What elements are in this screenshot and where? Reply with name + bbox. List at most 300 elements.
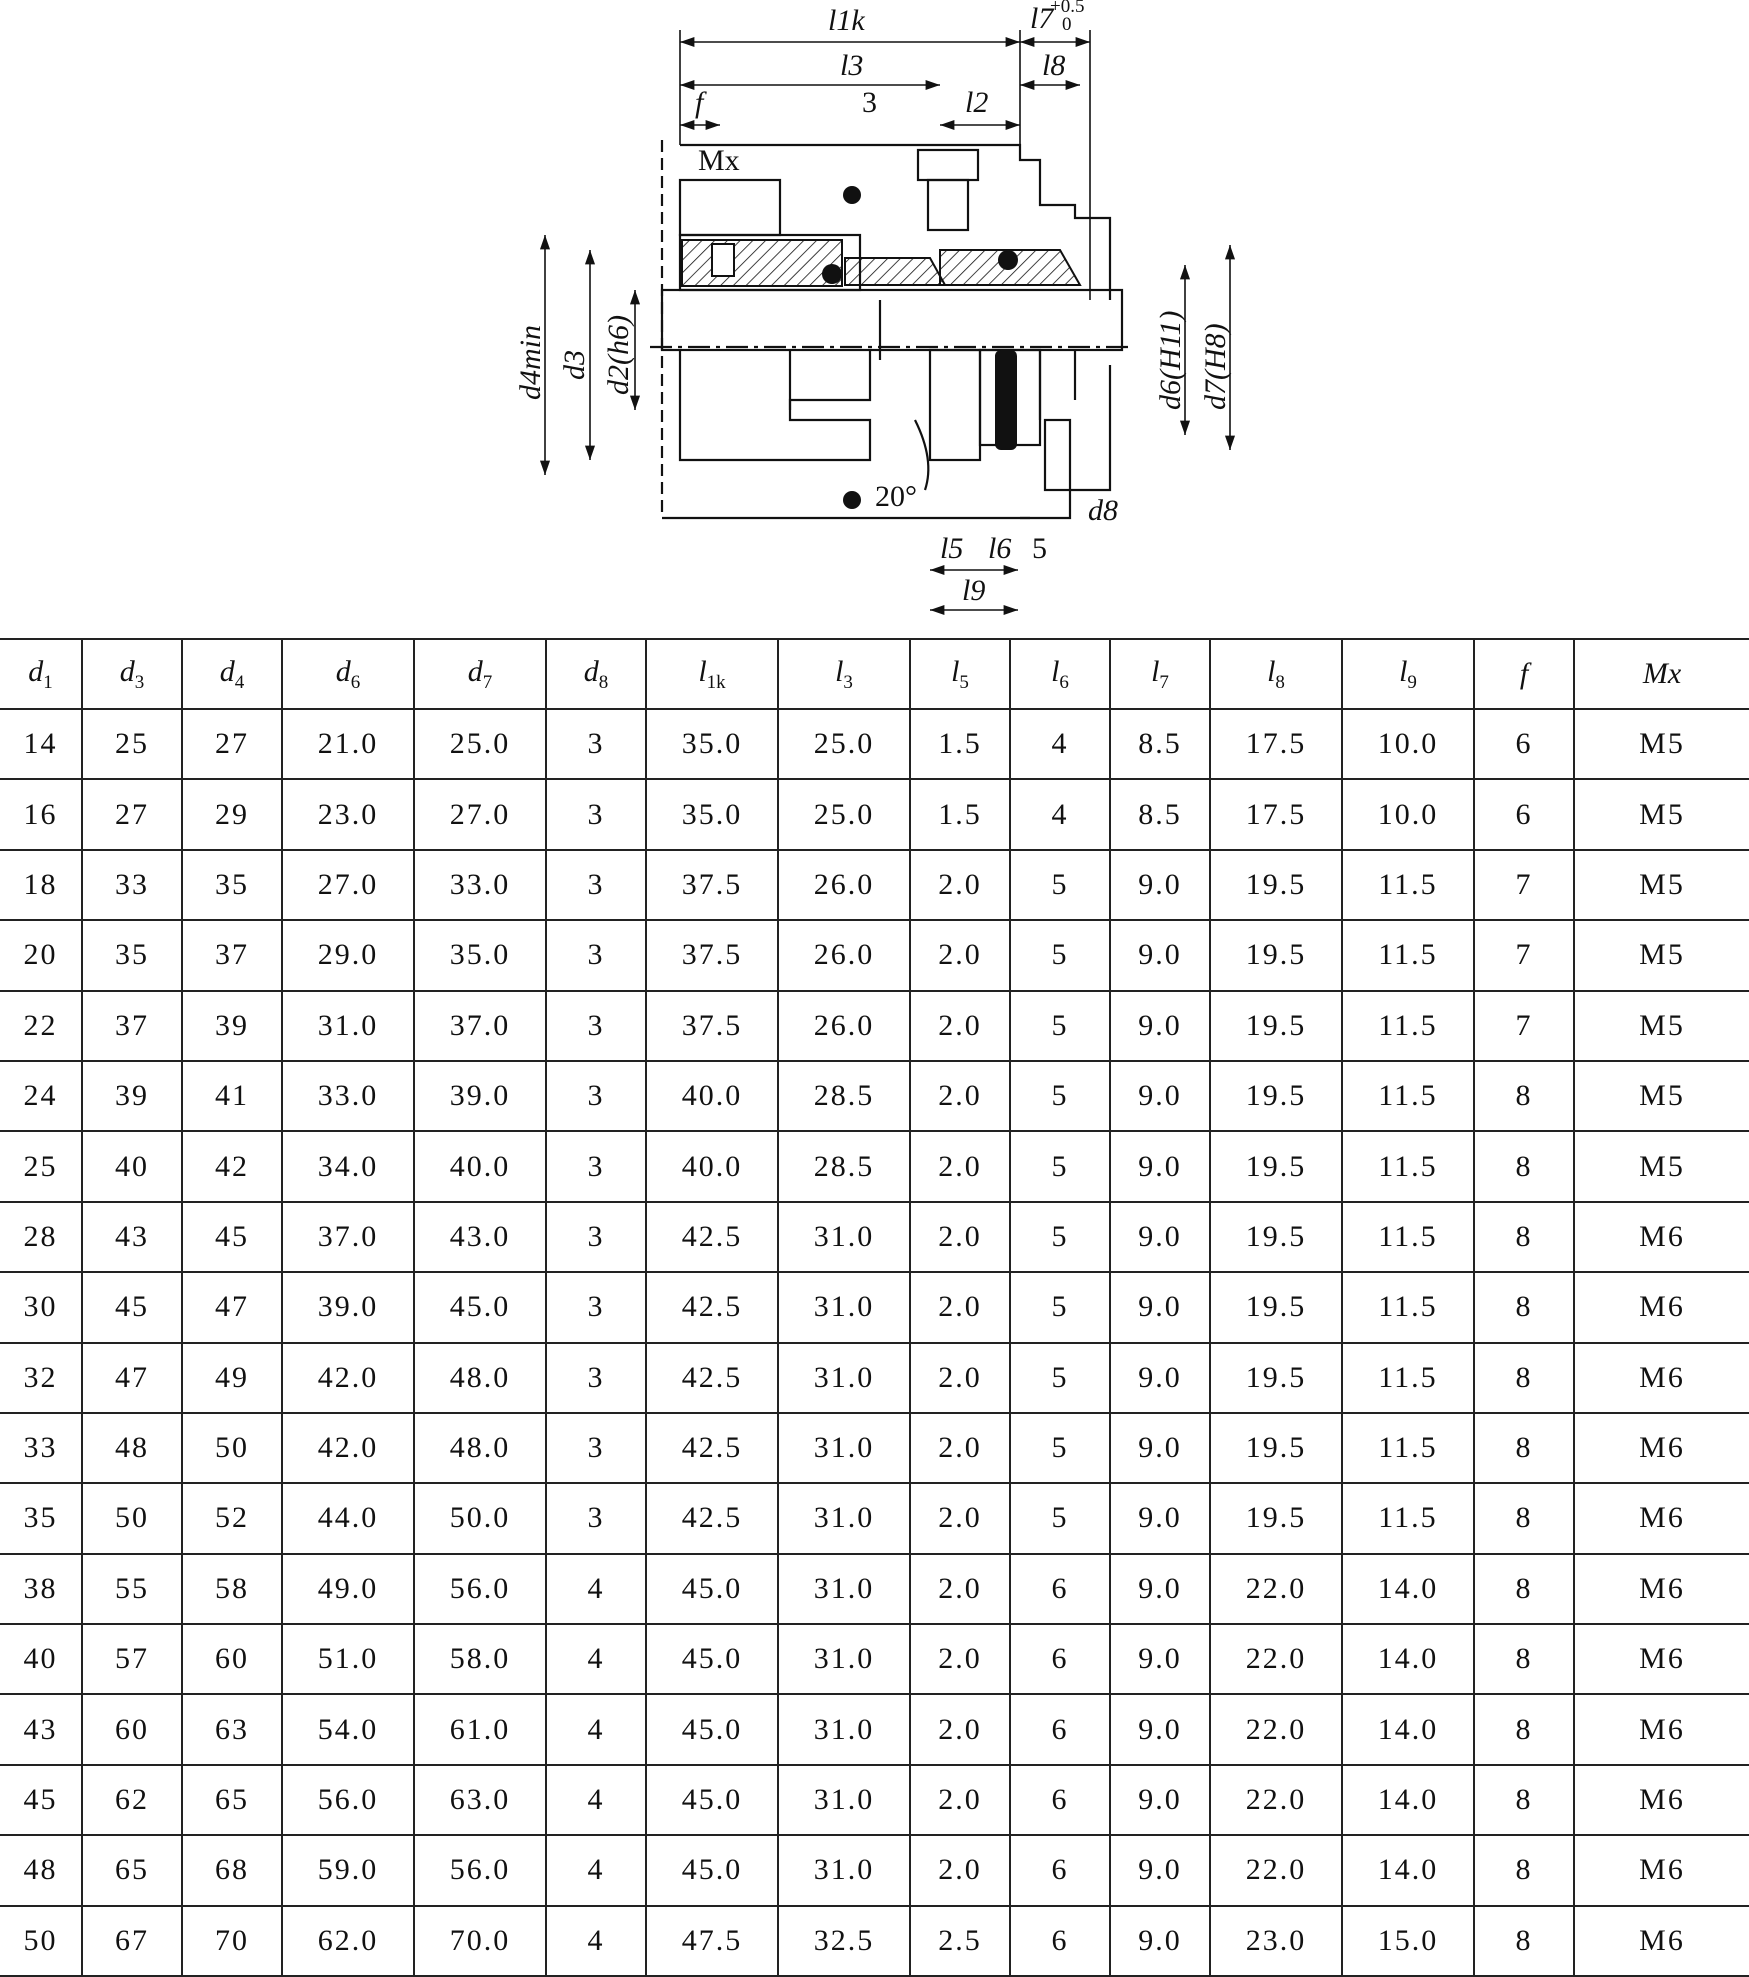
table-cell: 2.0	[910, 1413, 1010, 1483]
table-cell: 4	[1010, 779, 1110, 849]
table-cell: 39	[182, 991, 282, 1061]
table-cell: 40	[0, 1624, 82, 1694]
table-cell: 6	[1010, 1765, 1110, 1835]
table-cell: 47	[82, 1343, 182, 1413]
table-cell: 9.0	[1110, 1624, 1210, 1694]
column-header-subscript: 9	[1407, 671, 1417, 693]
column-header	[778, 639, 910, 709]
table-cell: 7	[1474, 920, 1574, 990]
table-row	[0, 1202, 1749, 1272]
table-cell: 42.5	[646, 1343, 778, 1413]
label-l1k: l1k	[828, 4, 865, 37]
table-cell: 9.0	[1110, 1906, 1210, 1976]
table-cell: 19.5	[1210, 1413, 1342, 1483]
table-cell: 58	[182, 1554, 282, 1624]
table-cell: 11.5	[1342, 920, 1474, 990]
seal-outline	[650, 140, 1130, 518]
column-header-symbol: f	[1519, 657, 1529, 690]
table-cell: 21.0	[282, 709, 414, 779]
table-cell: 37.5	[646, 850, 778, 920]
column-header-symbol: d	[28, 654, 44, 688]
table-cell: 51.0	[282, 1624, 414, 1694]
table-cell: 9.0	[1110, 1131, 1210, 1201]
table-cell: 65	[82, 1835, 182, 1905]
column-header-subscript: 6	[350, 671, 361, 693]
table-cell: M6	[1574, 1694, 1749, 1764]
table-cell: 25.0	[414, 709, 546, 779]
column-header-subscript: 7	[482, 671, 493, 693]
table-cell: 50	[182, 1413, 282, 1483]
table-cell: 17.5	[1210, 709, 1342, 779]
label-l5: l5	[940, 532, 964, 565]
table-cell: 6	[1010, 1835, 1110, 1905]
table-header-row	[0, 639, 1749, 709]
table-cell: 5	[1010, 1343, 1110, 1413]
dimension-table	[0, 638, 1749, 1977]
table-cell: 5	[1010, 1131, 1110, 1201]
table-cell: 22.0	[1210, 1835, 1342, 1905]
table-cell: 2.5	[910, 1906, 1010, 1976]
table-cell: 24	[0, 1061, 82, 1131]
table-row	[0, 920, 1749, 990]
table-row	[0, 1483, 1749, 1553]
table-cell: 29	[182, 779, 282, 849]
table-cell: 56.0	[282, 1765, 414, 1835]
table-cell: M6	[1574, 1765, 1749, 1835]
table-cell: 39	[82, 1061, 182, 1131]
column-header-symbol: d	[583, 654, 599, 688]
table-cell: 37.0	[414, 991, 546, 1061]
table-cell: M6	[1574, 1483, 1749, 1553]
table-row	[0, 1272, 1749, 1342]
table-cell: 9.0	[1110, 1413, 1210, 1483]
table-cell: M5	[1574, 1131, 1749, 1201]
column-header	[1010, 639, 1110, 709]
table-cell: 19.5	[1210, 920, 1342, 990]
table-cell: 2.0	[910, 1624, 1010, 1694]
table-cell: 26.0	[778, 850, 910, 920]
table-cell: 35.0	[646, 779, 778, 849]
table-cell: 4	[546, 1554, 646, 1624]
column-header-subscript: 5	[959, 671, 969, 693]
table-cell: 11.5	[1342, 1413, 1474, 1483]
table-cell: 9.0	[1110, 1061, 1210, 1131]
table-cell: 4	[546, 1624, 646, 1694]
table-cell: 31.0	[778, 1624, 910, 1694]
column-header-symbol: l	[1051, 654, 1060, 688]
table-cell: 8	[1474, 1835, 1574, 1905]
table-cell: 11.5	[1342, 991, 1474, 1061]
table-cell: 48.0	[414, 1413, 546, 1483]
table-cell: 45.0	[414, 1272, 546, 1342]
label-d3: d3	[558, 350, 591, 380]
table-cell: 2.0	[910, 1061, 1010, 1131]
table-row	[0, 1765, 1749, 1835]
table-cell: 11.5	[1342, 1483, 1474, 1553]
table-row	[0, 1131, 1749, 1201]
table-cell: 14.0	[1342, 1554, 1474, 1624]
table-row	[0, 850, 1749, 920]
table-cell: 29.0	[282, 920, 414, 990]
table-row	[0, 779, 1749, 849]
table-cell: 70	[182, 1906, 282, 1976]
table-cell: 26.0	[778, 991, 910, 1061]
column-header	[1474, 639, 1574, 709]
label-d4min: d4min	[514, 325, 547, 400]
table-cell: M6	[1574, 1413, 1749, 1483]
table-cell: 8	[1474, 1131, 1574, 1201]
table-row	[0, 1413, 1749, 1483]
table-cell: 32.5	[778, 1906, 910, 1976]
table-cell: 42.5	[646, 1413, 778, 1483]
table-cell: 8	[1474, 1694, 1574, 1764]
table-cell: 65	[182, 1765, 282, 1835]
table-cell: 19.5	[1210, 991, 1342, 1061]
table-cell: 59.0	[282, 1835, 414, 1905]
table-cell: 2.0	[910, 1272, 1010, 1342]
table-cell: 42.5	[646, 1483, 778, 1553]
table-cell: 37.5	[646, 991, 778, 1061]
column-header	[182, 639, 282, 709]
table-cell: M5	[1574, 991, 1749, 1061]
column-header	[82, 639, 182, 709]
column-header-symbol: d	[119, 654, 135, 688]
column-header-symbol: d	[219, 654, 235, 688]
table-cell: 43	[0, 1694, 82, 1764]
table-cell: M6	[1574, 1906, 1749, 1976]
table-cell: 27.0	[282, 850, 414, 920]
table-cell: 39.0	[282, 1272, 414, 1342]
table-cell: 22.0	[1210, 1765, 1342, 1835]
table-cell: 37.0	[282, 1202, 414, 1272]
table-cell: 22.0	[1210, 1694, 1342, 1764]
column-header-symbol: l	[698, 654, 707, 688]
table-cell: 37	[182, 920, 282, 990]
column-header-symbol: d	[467, 654, 483, 688]
table-cell: 20	[0, 920, 82, 990]
table-cell: M5	[1574, 1061, 1749, 1131]
table-cell: 43	[82, 1202, 182, 1272]
column-header	[1210, 639, 1342, 709]
table-cell: 30	[0, 1272, 82, 1342]
table-cell: M5	[1574, 779, 1749, 849]
column-header-subscript: 3	[843, 671, 853, 693]
table-cell: 37	[82, 991, 182, 1061]
table-cell: M6	[1574, 1202, 1749, 1272]
label-l7-tol-lower: 0	[1062, 14, 1072, 35]
table-cell: 3	[546, 1272, 646, 1342]
table-cell: 15.0	[1342, 1906, 1474, 1976]
table-cell: 19.5	[1210, 850, 1342, 920]
table-cell: M5	[1574, 850, 1749, 920]
label-l6: l6	[988, 532, 1012, 565]
table-cell: 3	[546, 709, 646, 779]
table-cell: 25.0	[778, 709, 910, 779]
table-cell: 2.0	[910, 1131, 1010, 1201]
table-cell: 10.0	[1342, 779, 1474, 849]
table-cell: M5	[1574, 709, 1749, 779]
table-cell: 2.0	[910, 1483, 1010, 1553]
table-cell: 48	[82, 1413, 182, 1483]
table-cell: 35.0	[414, 920, 546, 990]
table-cell: 37.5	[646, 920, 778, 990]
table-cell: 22.0	[1210, 1554, 1342, 1624]
column-header	[910, 639, 1010, 709]
table-cell: 31.0	[778, 1272, 910, 1342]
table-cell: 3	[546, 991, 646, 1061]
table-cell: 45.0	[646, 1554, 778, 1624]
table-cell: 19.5	[1210, 1202, 1342, 1272]
seal-cross-section-drawing	[0, 0, 1749, 630]
table-cell: 39.0	[414, 1061, 546, 1131]
label-d6h11: d6(H11)	[1154, 310, 1187, 410]
table-cell: 45.0	[646, 1624, 778, 1694]
column-header-subscript: 4	[234, 671, 245, 693]
table-cell: 23.0	[1210, 1906, 1342, 1976]
table-cell: 11.5	[1342, 850, 1474, 920]
table-cell: 8	[1474, 1624, 1574, 1694]
table-cell: 26.0	[778, 920, 910, 990]
table-cell: 8	[1474, 1554, 1574, 1624]
column-header	[646, 639, 778, 709]
table-cell: 9.0	[1110, 1483, 1210, 1553]
table-cell: 50	[82, 1483, 182, 1553]
table-cell: 58.0	[414, 1624, 546, 1694]
table-cell: 67	[82, 1906, 182, 1976]
table-cell: 28.5	[778, 1061, 910, 1131]
table-cell: 49	[182, 1343, 282, 1413]
table-cell: 9.0	[1110, 920, 1210, 990]
table-cell: 31.0	[778, 1765, 910, 1835]
table-cell: 19.5	[1210, 1131, 1342, 1201]
table-cell: 33	[0, 1413, 82, 1483]
table-cell: 27.0	[414, 779, 546, 849]
table-cell: 8	[1474, 1906, 1574, 1976]
table-cell: 5	[1010, 1483, 1110, 1553]
table-cell: 9.0	[1110, 1554, 1210, 1624]
label-l2: l2	[965, 86, 989, 119]
table-row	[0, 1624, 1749, 1694]
table-cell: 34.0	[282, 1131, 414, 1201]
table-row	[0, 1694, 1749, 1764]
table-cell: 3	[546, 1202, 646, 1272]
label-d7h8: d7(H8)	[1199, 323, 1232, 410]
table-cell: 45.0	[646, 1694, 778, 1764]
table-cell: 19.5	[1210, 1272, 1342, 1342]
table-cell: 4	[546, 1906, 646, 1976]
table-cell: 48.0	[414, 1343, 546, 1413]
table-cell: 9.0	[1110, 1694, 1210, 1764]
table-cell: 11.5	[1342, 1272, 1474, 1342]
table-cell: 11.5	[1342, 1061, 1474, 1131]
label-l7-tol-upper: +0.5	[1050, 0, 1085, 17]
table-cell: 7	[1474, 991, 1574, 1061]
table-cell: 47	[182, 1272, 282, 1342]
table-cell: 5	[1010, 1061, 1110, 1131]
table-cell: 8	[1474, 1202, 1574, 1272]
label-mx: Mx	[698, 144, 740, 177]
label-5: 5	[1032, 532, 1047, 565]
table-cell: 18	[0, 850, 82, 920]
column-header	[0, 639, 82, 709]
table-cell: 2.0	[910, 1694, 1010, 1764]
table-cell: 35	[182, 850, 282, 920]
table-cell: 57	[82, 1624, 182, 1694]
table-cell: 9.0	[1110, 1765, 1210, 1835]
table-body	[0, 709, 1749, 1976]
column-header-subscript: 8	[1275, 671, 1285, 693]
table-cell: 16	[0, 779, 82, 849]
column-header	[1574, 639, 1749, 709]
table-cell: 6	[1010, 1906, 1110, 1976]
column-header-symbol: l	[1267, 654, 1276, 688]
table-cell: 6	[1010, 1554, 1110, 1624]
table-cell: 31.0	[778, 1202, 910, 1272]
table-cell: M6	[1574, 1835, 1749, 1905]
table-cell: M6	[1574, 1624, 1749, 1694]
table-cell: 33.0	[282, 1061, 414, 1131]
table-row	[0, 1061, 1749, 1131]
table-cell: 3	[546, 779, 646, 849]
table-cell: 8	[1474, 1272, 1574, 1342]
table-cell: 45.0	[646, 1765, 778, 1835]
column-header	[1342, 639, 1474, 709]
table-cell: 11.5	[1342, 1202, 1474, 1272]
label-l7: l7	[1030, 2, 1054, 35]
table-cell: 27	[182, 709, 282, 779]
table-cell: 5	[1010, 1202, 1110, 1272]
table-cell: 47.5	[646, 1906, 778, 1976]
table-cell: 22.0	[1210, 1624, 1342, 1694]
table-cell: 31.0	[778, 1835, 910, 1905]
table-cell: 23.0	[282, 779, 414, 849]
column-header-subscript: 6	[1059, 671, 1069, 693]
table-cell: 33	[82, 850, 182, 920]
table-cell: 2.0	[910, 1343, 1010, 1413]
table-cell: 60	[182, 1624, 282, 1694]
table-cell: 5	[1010, 1272, 1110, 1342]
hatched-sections	[682, 240, 1080, 286]
table-cell: 42.5	[646, 1272, 778, 1342]
column-header-symbol: l	[951, 654, 960, 688]
dimension-lines	[545, 30, 1230, 610]
table-cell: 28	[0, 1202, 82, 1272]
table-cell: 6	[1474, 779, 1574, 849]
table-cell: 31.0	[282, 991, 414, 1061]
table-cell: 56.0	[414, 1554, 546, 1624]
table-cell: 2.0	[910, 1202, 1010, 1272]
table-cell: 14.0	[1342, 1694, 1474, 1764]
table-cell: 8	[1474, 1765, 1574, 1835]
column-header-subscript: 8	[598, 671, 609, 693]
table-row	[0, 709, 1749, 779]
column-header-symbol: l	[1151, 654, 1160, 688]
table-cell: 22	[0, 991, 82, 1061]
table-cell: 14	[0, 709, 82, 779]
table-cell: 63.0	[414, 1765, 546, 1835]
table-cell: 3	[546, 1483, 646, 1553]
table-cell: 2.0	[910, 1554, 1010, 1624]
table-cell: 5	[1010, 991, 1110, 1061]
table-cell: 5	[1010, 1413, 1110, 1483]
table-cell: 3	[546, 1343, 646, 1413]
table-cell: 60	[82, 1694, 182, 1764]
table-cell: 28.5	[778, 1131, 910, 1201]
table-cell: 4	[1010, 709, 1110, 779]
table-cell: 5	[1010, 920, 1110, 990]
table-cell: 25	[0, 1131, 82, 1201]
column-header	[414, 639, 546, 709]
label-angle: 20°	[875, 480, 917, 513]
table-cell: 4	[546, 1694, 646, 1764]
table-cell: 42.5	[646, 1202, 778, 1272]
table-row	[0, 1343, 1749, 1413]
table-cell: 62	[82, 1765, 182, 1835]
table-cell: 11.5	[1342, 1343, 1474, 1413]
table-cell: 4	[546, 1835, 646, 1905]
table-cell: 8	[1474, 1413, 1574, 1483]
label-3: 3	[862, 86, 877, 119]
table-cell: 1.5	[910, 779, 1010, 849]
table-row	[0, 1554, 1749, 1624]
table-cell: 2.0	[910, 920, 1010, 990]
table-cell: 6	[1474, 709, 1574, 779]
table-cell: 19.5	[1210, 1483, 1342, 1553]
table-cell: 48	[0, 1835, 82, 1905]
table-cell: 33.0	[414, 850, 546, 920]
table-cell: 45	[182, 1202, 282, 1272]
table-cell: 7	[1474, 850, 1574, 920]
column-header-symbol: l	[1399, 654, 1408, 688]
table-cell: 31.0	[778, 1483, 910, 1553]
label-f: f	[695, 86, 704, 119]
column-header	[546, 639, 646, 709]
column-header-symbol: Mx	[1642, 657, 1682, 690]
table-cell: 45.0	[646, 1835, 778, 1905]
table-cell: 8	[1474, 1483, 1574, 1553]
column-header-subscript: 3	[134, 671, 145, 693]
table-row	[0, 1835, 1749, 1905]
column-header-symbol: l	[835, 654, 844, 688]
table-cell: 9.0	[1110, 991, 1210, 1061]
table-cell: 14.0	[1342, 1624, 1474, 1694]
table-cell: 2.0	[910, 850, 1010, 920]
table-row	[0, 1906, 1749, 1976]
table-cell: 25	[82, 709, 182, 779]
table-cell: 56.0	[414, 1835, 546, 1905]
table-cell: 2.0	[910, 1835, 1010, 1905]
table-cell: 52	[182, 1483, 282, 1553]
table-cell: 35	[82, 920, 182, 990]
table-cell: 40.0	[414, 1131, 546, 1201]
table-cell: 49.0	[282, 1554, 414, 1624]
table-cell: 54.0	[282, 1694, 414, 1764]
table-cell: 35.0	[646, 709, 778, 779]
table-cell: 3	[546, 850, 646, 920]
table-cell: 9.0	[1110, 1272, 1210, 1342]
table-cell: 35	[0, 1483, 82, 1553]
table-cell: M6	[1574, 1554, 1749, 1624]
table-cell: 3	[546, 1413, 646, 1483]
table-row	[0, 991, 1749, 1061]
table-cell: 9.0	[1110, 1343, 1210, 1413]
column-header-symbol: d	[335, 654, 351, 688]
table-cell: 31.0	[778, 1694, 910, 1764]
table-cell: M6	[1574, 1272, 1749, 1342]
table-cell: 19.5	[1210, 1343, 1342, 1413]
label-d2h6: d2(h6)	[602, 315, 635, 395]
table-cell: 17.5	[1210, 779, 1342, 849]
